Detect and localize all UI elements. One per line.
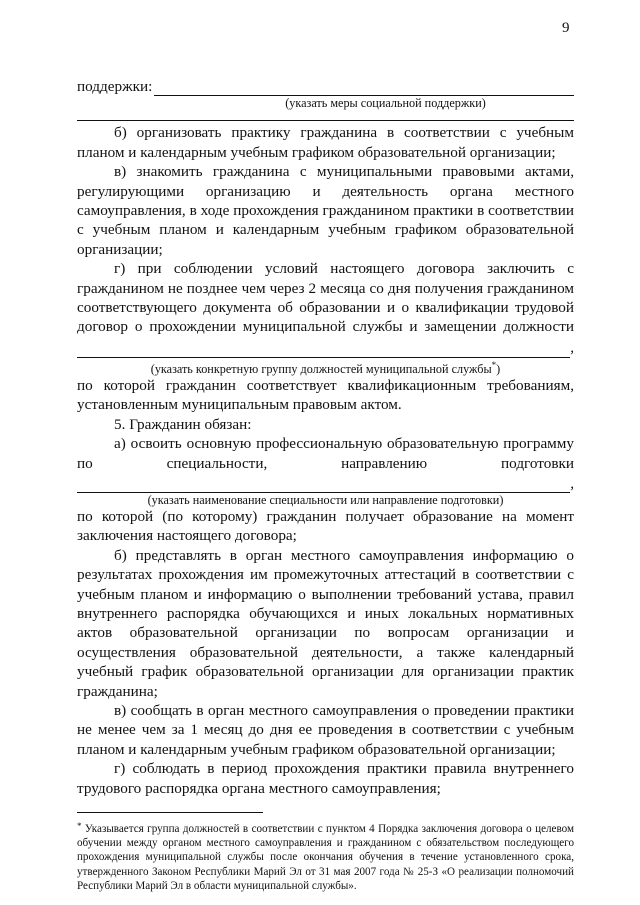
section5-a-continuation: по которой (по которому) гражданин получает образование на момент заключения настоящего договора; [77, 507, 574, 545]
position-hint-close: ) [496, 361, 501, 376]
support-label: поддержки: [77, 78, 153, 95]
support-hint: (указать меры социальной поддержки) [285, 96, 486, 111]
position-line [77, 337, 574, 358]
paragraph-b-organize: б) организовать практику гражданина в соответствии с учебным планом и календарным учебным графиком образовательной организации; [77, 124, 574, 161]
document-body [77, 77, 574, 893]
support-blank-line [77, 110, 574, 121]
qualification-text: по которой гражданин соответствует квалификационным требованиям, установленным муниципальным правовым актом. [77, 376, 574, 414]
specialty-line-end: , [570, 474, 574, 492]
section5-v-report: в) сообщать в орган местного самоуправления о проведении практики не менее чем за 1 месяц до дня ее проведения в соответствии с учебным планом и календарным учебным графиком образовательной организации; [77, 702, 574, 758]
page-number: 9 [562, 20, 570, 36]
footnote-mark: * [77, 821, 82, 832]
position-blank [77, 344, 570, 358]
position-hint-text: (указать конкретную группу должностей муниципальной службы [150, 361, 492, 376]
footnote-text: Указывается группа должностей в соответствии с пунктом 4 Порядка заключения договора о целевом обучении между органом местного самоуправления и гражданином с обязательством последующего прохождения муниципальной службы после окончания обучения в течение установленного срока, утвержденного Законом Республики Марий Эл от 31 мая 2007 года № 25-З «О реализации полномочий Республики Марий Эл в области муниципальной службы». [77, 823, 574, 892]
position-hint-mark: * [491, 359, 497, 370]
footnote [77, 819, 574, 893]
specialty-hint: (указать наименование специальности или направление подготовки) [147, 492, 504, 507]
section5-g-observe: г) соблюдать в период прохождения практики правила внутреннего трудового распорядка органа местного самоуправления; [77, 760, 574, 797]
paragraph-g-conclude: г) при соблюдении условий настоящего договора заключить с гражданином не позднее чем через 2 месяца со дня получения гражданином соответствующего документа об образовании и о квалификации трудовой договор о прохождении муниципальной службы и замещении должности [77, 260, 574, 336]
specialty-blank [77, 479, 570, 493]
paragraph-v-acquaint: в) знакомить гражданина с муниципальными правовыми актами, регулирующими организацию и деятельность органа местного самоуправления, в ходе прохождения гражданином практики в соответствии с учебным планом и календарным учебным графиком образовательной организации; [77, 163, 574, 258]
position-hint [77, 358, 574, 376]
section5-title: 5. Гражданин обязан: [114, 415, 252, 433]
specialty-line [77, 473, 574, 493]
position-line-end: , [570, 339, 574, 357]
support-blank [154, 82, 574, 96]
support-line [77, 77, 574, 96]
section5-b-provide: б) представлять в орган местного самоуправления информацию о результатах прохождения им промежуточных аттестаций в соответствии с учебным планом и информацию о выполнении требований устава, правил внутреннего распорядка обучающихся и иных локальных нормативных актов образовательной организации по вопросам организации и осуществления образовательной деятельности, а также календарный учебный график образовательной организации для организации практик гражданина; [77, 546, 574, 700]
footnote-separator [77, 812, 263, 813]
section5-a-master: а) освоить основную профессиональную образовательную программу по специальности, направлению подготовки [77, 435, 574, 472]
